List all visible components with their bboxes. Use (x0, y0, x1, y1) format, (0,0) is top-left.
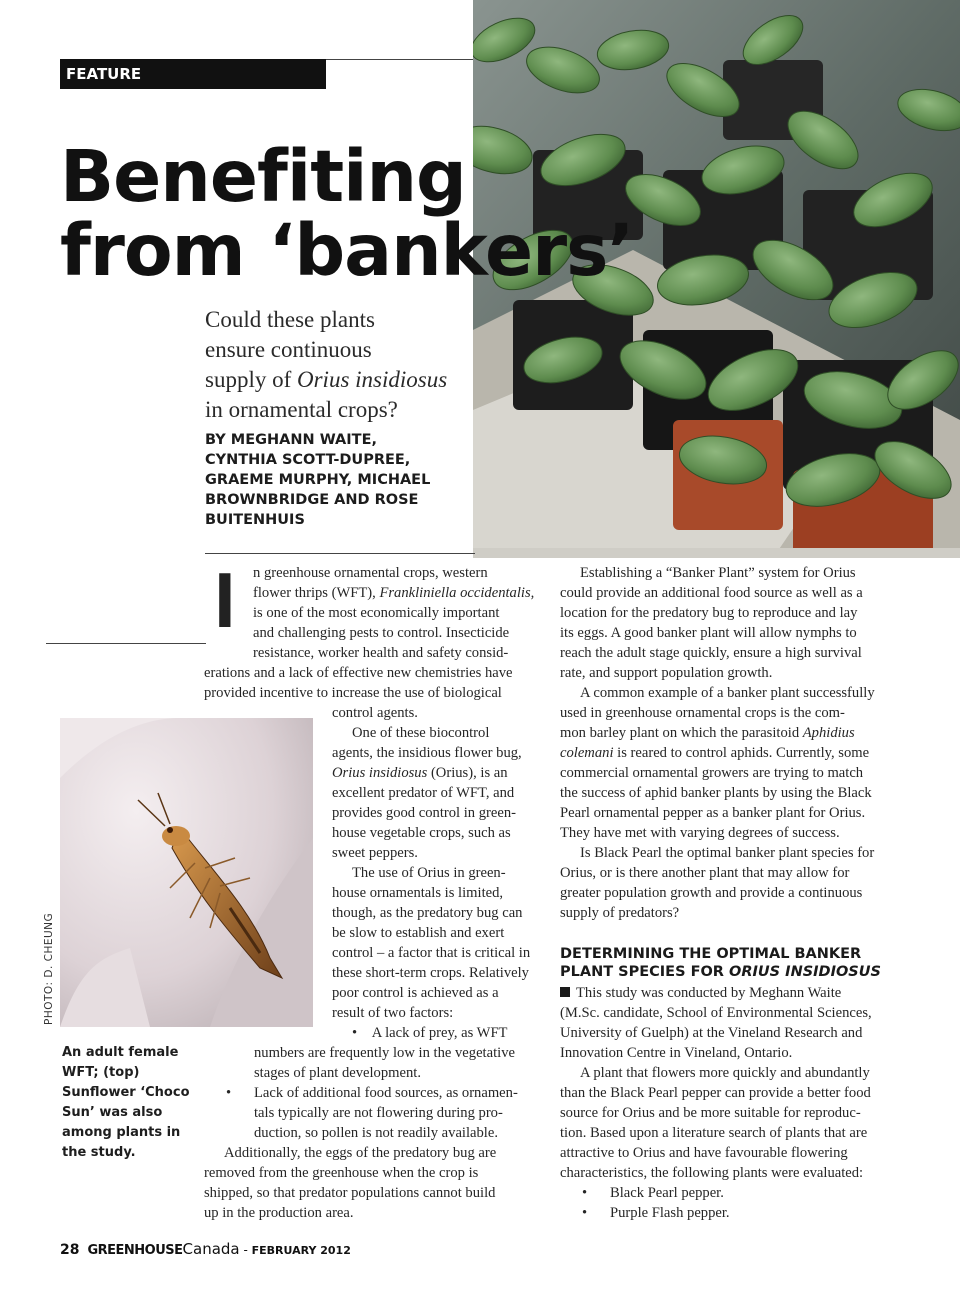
page-number: 28 (60, 1242, 80, 1258)
figure-caption: An adult female WFT; (top) Sunflower ‘Choco Sun’ was also among plants in the study. (62, 1045, 190, 1160)
magazine-brand-suffix: Canada (182, 1240, 240, 1258)
bullet: • (226, 1085, 232, 1101)
section-label: FEATURE (60, 59, 326, 89)
body-column-2: Establishing a “Banker Plant” system for Orius could provide an additional food source as well as a location for the predatory bug to reproduce and lay its eggs. A good banker plant will allow nymphs to reach the adult stage quickly, ensure a high survival rate, and support population growth. A common example of a banker plant successfully used in greenhouse ornamental crops is the com- mon barley plant on which the parasitoid Aphidius colemani is reared to control aphids. Currently, some commercial ornamental growers are trying to match the success of aphid banker plants by using the Black Pearl ornamental pepper as a banker plant for Orius. They have met with varying degrees of success. Is Black Pearl the optimal banker plant species for Orius, or is there another plant that may allow for greater population growth and provide a continuous supply of predators? (560, 565, 875, 921)
column-rule (205, 553, 475, 554)
body-column-2-lower: This study was conducted by Meghann Waite (M.Sc. candidate, School of Environmental Sciences, University of Guelph) at the Vineland Research and Innovation Centre in Vineland, Ontario. A plant that flowers more quickly and abundantly than the Black Pearl pepper can provide a better food source for Orius and be more suitable for reproduc- tion. Based upon a literature search of plants that are attractive to Orius and have favourable flowering characteristics, the following plants were evaluated: • Black Pearl pepper. • Purple Flash pepper. (560, 985, 872, 1221)
title-line: Benefiting (60, 135, 466, 218)
deck-line: ensure continuous (205, 337, 372, 362)
page-footer: 28 GREENHOUSECanada - FEBRUARY 2012 (60, 1240, 351, 1258)
magazine-brand: GREENHOUSE (87, 1243, 183, 1258)
deck-line: supply of Orius insidiosus (205, 367, 448, 392)
intro-paragraph: n greenhouse ornamental crops, western flower thrips (WFT), Frankliniella occidentalis, is one of the most economically important and challenging pests to control. Insecticide resistance, worker health and safety consid- (253, 565, 535, 661)
column-rule-left (46, 643, 206, 644)
body-column-1-narrow: control agents. One of these biocontrol agents, the insidious flower bug, Orius insidiosus (Orius), is an excellent predator of WFT, and provides good control in green- house vegetable crops, such as sweet peppers. The use of Orius in green- house ornamentals is limited, though, as the predatory bug can be slow to establish and exert control – a factor that is critical in these short-term crops. Relatively poor control is achieved as a result of two factors: • A lack of prey, as WFT (332, 705, 531, 1041)
deck-line: in ornamental crops? (205, 397, 398, 422)
bullet: • (352, 1025, 358, 1041)
thrips-photo (60, 718, 313, 1027)
title-line: from ‘bankers’ (60, 209, 634, 292)
article-title (60, 135, 634, 292)
bullet: • (582, 1205, 588, 1221)
species-name: Orius insidiosus (297, 367, 448, 392)
body-column-1-lower: numbers are frequently low in the vegetative stages of plant development. • Lack of additional food sources, as ornamen- tals typically are not flowering during pro- duction, so pollen is not readily available. Additionally, the eggs of the predatory bug are removed from the greenhouse when the crop is shipped, so that predator populations cannot build up in the production area. (204, 1045, 518, 1221)
article-deck (205, 305, 475, 425)
section-heading: DETERMINING THE OPTIMAL BANKER PLANT SPECIES FOR ORIUS INSIDIOSUS (560, 946, 881, 980)
photo-credit: PHOTO: D. CHEUNG (43, 912, 55, 1025)
deck-line: Could these plants (205, 307, 375, 332)
drop-cap: I (214, 556, 236, 644)
section-marker-icon (560, 987, 570, 997)
byline: BY MEGHANN WAITE, CYNTHIA SCOTT-DUPREE, GRAEME MURPHY, MICHAEL BROWNBRIDGE AND ROSE BUITENHUIS (205, 432, 431, 528)
intro-paragraph-cont: erations and a lack of effective new chemistries have provided incentive to increase the use of biological (204, 665, 513, 701)
bullet: • (582, 1185, 588, 1201)
issue-date: FEBRUARY 2012 (251, 1244, 351, 1257)
